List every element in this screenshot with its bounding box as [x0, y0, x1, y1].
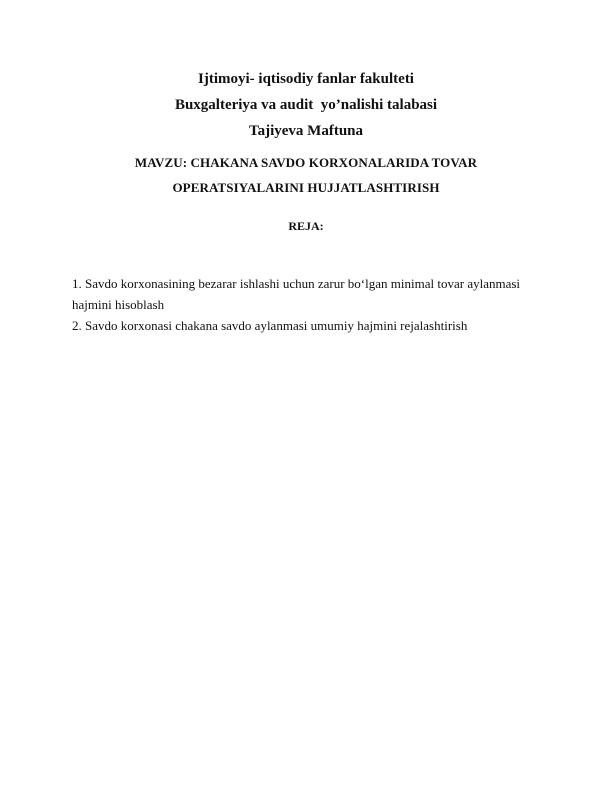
topic-heading: [60, 150, 552, 200]
plan-item-2: 2. Savdo korxonasi chakana savdo aylanmasi umumiy hajmini rejalashtirish: [72, 318, 468, 333]
topic-line-2: OPERATSIYALARINI HUJJATLASHTIRISH: [172, 180, 440, 195]
title-block: [0, 66, 612, 144]
topic-line-1: MAVZU: CHAKANA SAVDO KORXONALARIDA TOVAR: [134, 155, 478, 170]
faculty-name: Ijtimoyi- iqtisodiy fanlar fakulteti: [198, 71, 414, 87]
study-direction: Buxgalteriya va audit yo’nalishi talabasi: [174, 97, 438, 113]
plan-title: REJA:: [288, 219, 324, 233]
plan-list: [72, 273, 532, 336]
student-name: Tajiyeva Maftuna: [248, 123, 364, 139]
plan-item-1: 1. Savdo korxonasining bezarar ishlashi uchun zarur bo‘lgan minimal tovar aylanmasi hajmini hisoblash: [72, 276, 521, 312]
